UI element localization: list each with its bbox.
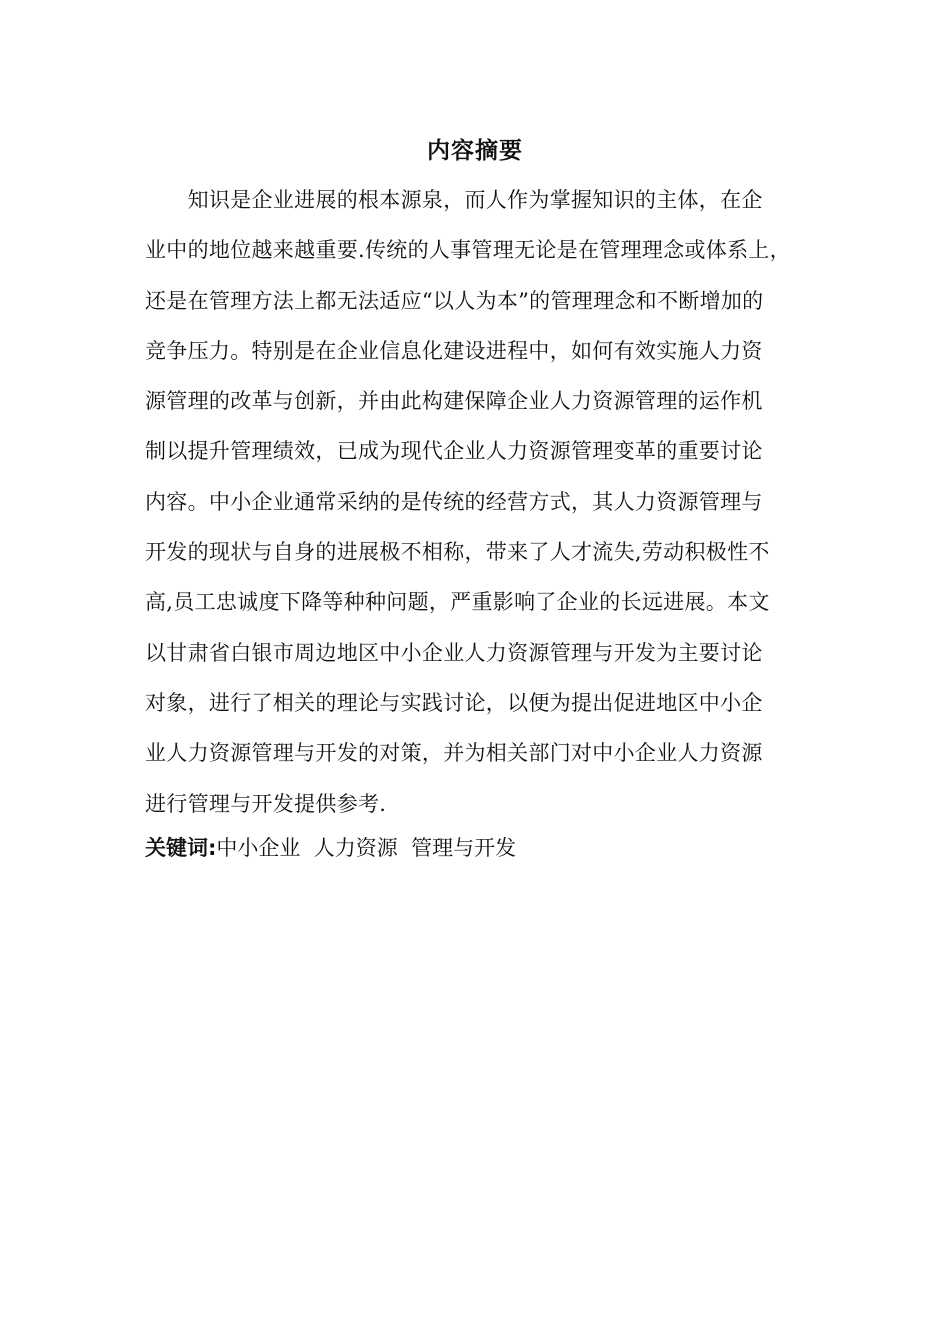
abstract-line: 竞争压力。特别是在企业信息化建设进程中，如何有效实施人力资 (145, 338, 763, 363)
abstract-line: 源管理的改革与创新，并由此构建保障企业人力资源管理的运作机 (145, 389, 763, 414)
abstract-line: 进行管理与开发提供参考. (145, 791, 387, 816)
abstract-line: 知识是企业进展的根本源泉，而人作为掌握知识的主体，在企 (145, 188, 763, 212)
abstract-title: 内容摘要 (427, 138, 523, 164)
abstract-line: 还是在管理方法上都无法适应“以人为本”的管理理念和不断增加的 (145, 288, 764, 313)
abstract-body (145, 182, 810, 836)
abstract-line: 制以提升管理绩效，已成为现代企业人力资源管理变革的重要讨论 (145, 439, 763, 464)
keywords-value: 中小企业 人力资源 管理与开发 (216, 836, 517, 860)
abstract-line: 对象，进行了相关的理论与实践讨论，以便为提出促进地区中小企 (145, 690, 763, 715)
keywords-row (145, 830, 516, 866)
abstract-line: 业中的地位越来越重要.传统的人事管理无论是在管理理念或体系上， (145, 238, 791, 263)
abstract-line: 内容。中小企业通常采纳的是传统的经营方式，其人力资源管理与 (145, 489, 763, 514)
abstract-line: 高,员工忠诚度下降等种种问题，严重影响了企业的长远进展。本文 (145, 590, 770, 615)
abstract-line: 开发的现状与自身的进展极不相称，带来了人才流失,劳动积极性不 (145, 540, 770, 565)
abstract-line: 业人力资源管理与开发的对策，并为相关部门对中小企业人力资源 (145, 741, 763, 766)
abstract-line: 以甘肃省白银市周边地区中小企业人力资源管理与开发为主要讨论 (145, 640, 763, 665)
keywords-label: 关键词: (145, 836, 217, 860)
